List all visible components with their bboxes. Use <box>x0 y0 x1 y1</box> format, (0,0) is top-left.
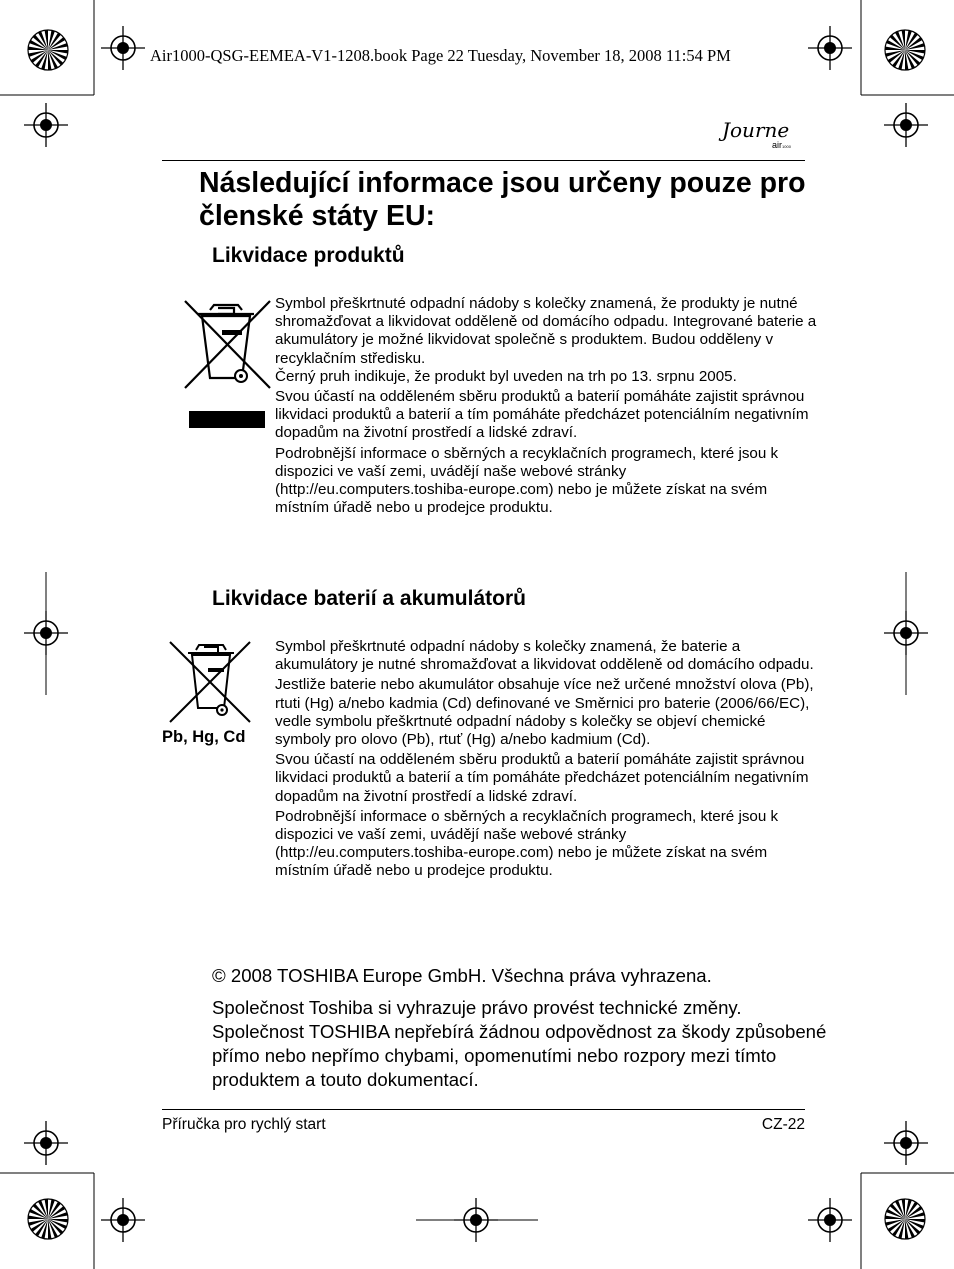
crossed-out-wheeled-bin-icon <box>166 640 256 724</box>
color-bar-star-icon <box>885 30 925 70</box>
products-text-block <box>275 295 820 517</box>
batteries-paragraph: Symbol přeškrtnuté odpadní nádoby s kolečky znamená, že baterie a akumulátory je nutné shromažďovat a likvidovat odděleně od domácího odpadu. <box>275 638 814 674</box>
brand-script: Journe <box>722 118 790 142</box>
registration-mark-icon <box>808 1198 852 1242</box>
footer-title: Příručka pro rychlý start <box>162 1116 326 1133</box>
brand-air: air1000 <box>772 140 791 150</box>
section-heading-products: Likvidace produktů <box>212 244 405 267</box>
batteries-paragraph: Svou účastí na odděleném sběru produktů a baterií pomáháte zajistit správnou likvidaci produktů a baterií a tím pomáháte předcházet potenciálním negativním dopadům na životní prostředí a lidské zdraví. <box>275 751 809 805</box>
print-header: Air1000-QSG-EEMEA-V1-1208.book Page 22 Tuesday, November 18, 2008 11:54 PM <box>150 46 731 65</box>
brand-logo <box>722 118 791 150</box>
registration-mark-icon <box>101 26 145 70</box>
batteries-paragraph: Podrobnější informace o sběrných a recyklačních programech, které jsou k dispozici ve vaší zemi, uvádějí naše webové stránky (http://eu.computers.toshiba-europe.com) nebo je můžete získat na svém místním úřadě nebo u prodejce produktu. <box>275 807 779 880</box>
header-rule <box>162 160 805 161</box>
products-paragraph: Symbol přeškrtnuté odpadní nádoby s kolečky znamená, že produkty je nutné shromažďovat a likvidovat odděleně od domácího odpadu. Integrované baterie a akumulátory je možné likvidovat společně s produktem. Budou odděleny v recyklačním středisku. <box>275 295 817 367</box>
disclaimer-text <box>212 996 832 1092</box>
batteries-text-block <box>275 638 820 881</box>
black-bar-marker <box>189 411 265 428</box>
batteries-paragraph: Jestliže baterie nebo akumulátor obsahuje více než určené množství olova (Pb), rtuti (Hg) a/nebo kadmia (Cd) definované ve Směrnici pro baterie (2006/66/EC), vedle symbolu přeškrtnuté odpadní nádoby s kolečky se objeví chemické symboly pro olovo (Pb), rtuť (Hg) a/nebo kadmium (Cd). <box>275 676 814 749</box>
products-paragraph: Svou účastí na odděleném sběru produktů a baterií pomáháte zajistit správnou likvidaci produktů a baterií a tím pomáháte předcházet potenciálním negativním dopadům na životní prostředí a lidské zdraví. <box>275 388 809 442</box>
color-bar-star-icon <box>885 1199 925 1239</box>
registration-mark-icon <box>24 1121 68 1165</box>
disclaimer-paragraph: Společnost Toshiba si vyhrazuje právo provést technické změny. Společnost TOSHIBA nepřebírá žádnou odpovědnost za škody způsobené přímo nebo nepřímo chybami, opomenutími nebo rozpory mezi tímto produktem a touto dokumentací. <box>212 997 827 1090</box>
section-heading-batteries: Likvidace baterií a akumulátorů <box>212 587 526 610</box>
registration-mark-icon <box>884 103 928 147</box>
page-number: CZ-22 <box>761 1116 805 1133</box>
registration-mark-icon <box>101 1198 145 1242</box>
registration-mark-icon <box>24 103 68 147</box>
products-paragraph: Černý pruh indikuje, že produkt byl uveden na trh po 13. srpnu 2005. <box>275 367 737 385</box>
chemical-symbols-label: Pb, Hg, Cd <box>162 728 246 746</box>
page-title: Následující informace jsou určeny pouze pro členské státy EU: <box>199 167 806 232</box>
footer-rule <box>162 1109 805 1110</box>
color-bar-star-icon <box>28 30 68 70</box>
copyright-text: © 2008 TOSHIBA Europe GmbH. Všechna práva vyhrazena. <box>212 965 712 986</box>
crossed-out-wheeled-bin-icon <box>180 296 274 408</box>
registration-mark-icon <box>884 1121 928 1165</box>
color-bar-star-icon <box>28 1199 68 1239</box>
products-paragraph: Podrobnější informace o sběrných a recyklačních programech, které jsou k dispozici ve vaší zemi, uvádějí naše webové stránky (http://eu.computers.toshiba-europe.com) nebo je můžete získat na svém místním úřadě nebo u prodejce produktu. <box>275 444 779 517</box>
